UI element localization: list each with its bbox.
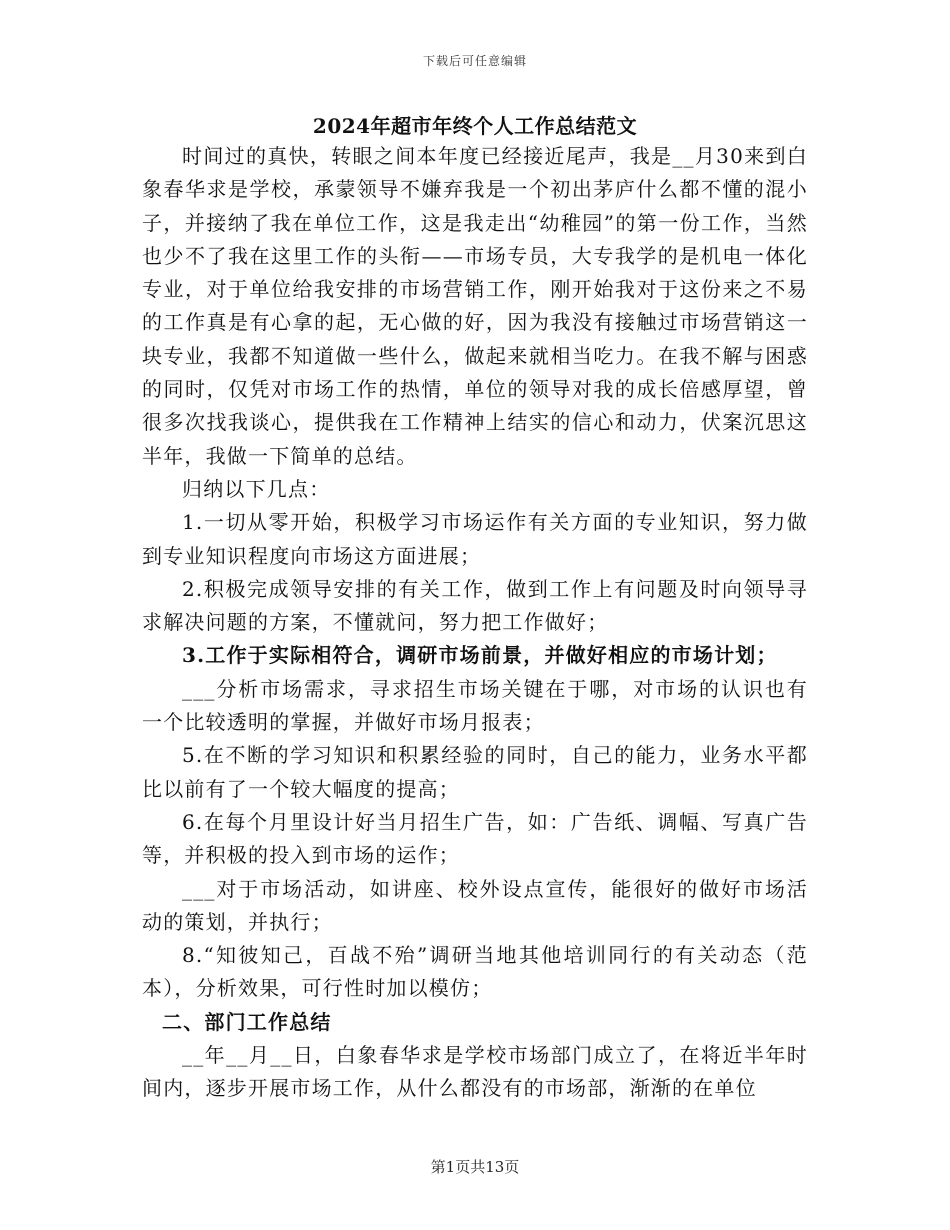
paragraph-department: __年__月__日，白象春华求是学校市场部门成立了，在将近半年时间内，逐步开展市场工作，从什么都没有的市场部，渐渐的在单位 xyxy=(142,1043,808,1101)
document-title: 2024年超市年终个人工作总结范文 xyxy=(312,114,638,138)
list-item-7: ___对于市场活动，如讲座、校外设点宣传，能很好的做好市场活动的策划，并执行； xyxy=(142,876,808,934)
list-item-6: 6.在每个月里设计好当月招生广告，如：广告纸、调幅、写真广告等，并积极的投入到市场的运作； xyxy=(142,809,808,868)
list-item-1: 1.一切从零开始，积极学习市场运作有关方面的专业知识，努力做到专业知识程度向市场这方面进展； xyxy=(142,510,808,568)
document-body xyxy=(142,140,808,1106)
list-item-2: 2.积极完成领导安排的有关工作，做到工作上有问题及时向领导寻求解决问题的方案，不懂就问，努力把工作做好； xyxy=(142,576,808,635)
list-item-5: 5.在不断的学习知识和积累经验的同时，自己的能力，业务水平都比以前有了一个较大幅度的提高； xyxy=(142,743,808,801)
page-header-note: 下载后可任意编辑 xyxy=(422,54,527,68)
list-item-4: ___分析市场需求，寻求招生市场关键在于哪，对市场的认识也有一个比较透明的掌握，并做好市场月报表； xyxy=(142,676,808,735)
paragraph-summary-lead: 归纳以下几点： xyxy=(182,476,331,501)
page-footer-number: 第1页共13页 xyxy=(430,1158,520,1176)
list-item-8: 8.“知彼知己，百战不殆”调研当地其他培训同行的有关动态（范本），分析效果，可行性时加以模仿； xyxy=(142,943,808,1001)
section-heading-department: 二、部门工作总结 xyxy=(162,1009,332,1034)
list-item-3: 3.工作于实际相符合，调研市场前景，并做好相应的市场计划； xyxy=(182,643,778,668)
paragraph-intro: 时间过的真快，转眼之间本年度已经接近尾声，我是__月30来到白象春华求是学校，承蒙领导不嫌弃我是一个初出茅庐什么都不懂的混小子，并接纳了我在单位工作，这是我走出“幼稚园”的第一份工作，当然也少不了我在这里工作的头衔——市场专员，大专我学的是机电一体化专业，对于单位给我安排的市场营销工作，刚开始我对于这份来之不易的工作真是有心拿的起，无心做的好，因为我没有接触过市场营销这一块专业，我都不知道做一些什么，做起来就相当吃力。在我不解与困惑的同时，仅凭对市场工作的热情，单位的领导对我的成长倍感厚望，曾很多次找我谈心，提供我在工作精神上结实的信心和动力，伏案沉思这半年，我做一下简单的总结。 xyxy=(142,144,808,468)
